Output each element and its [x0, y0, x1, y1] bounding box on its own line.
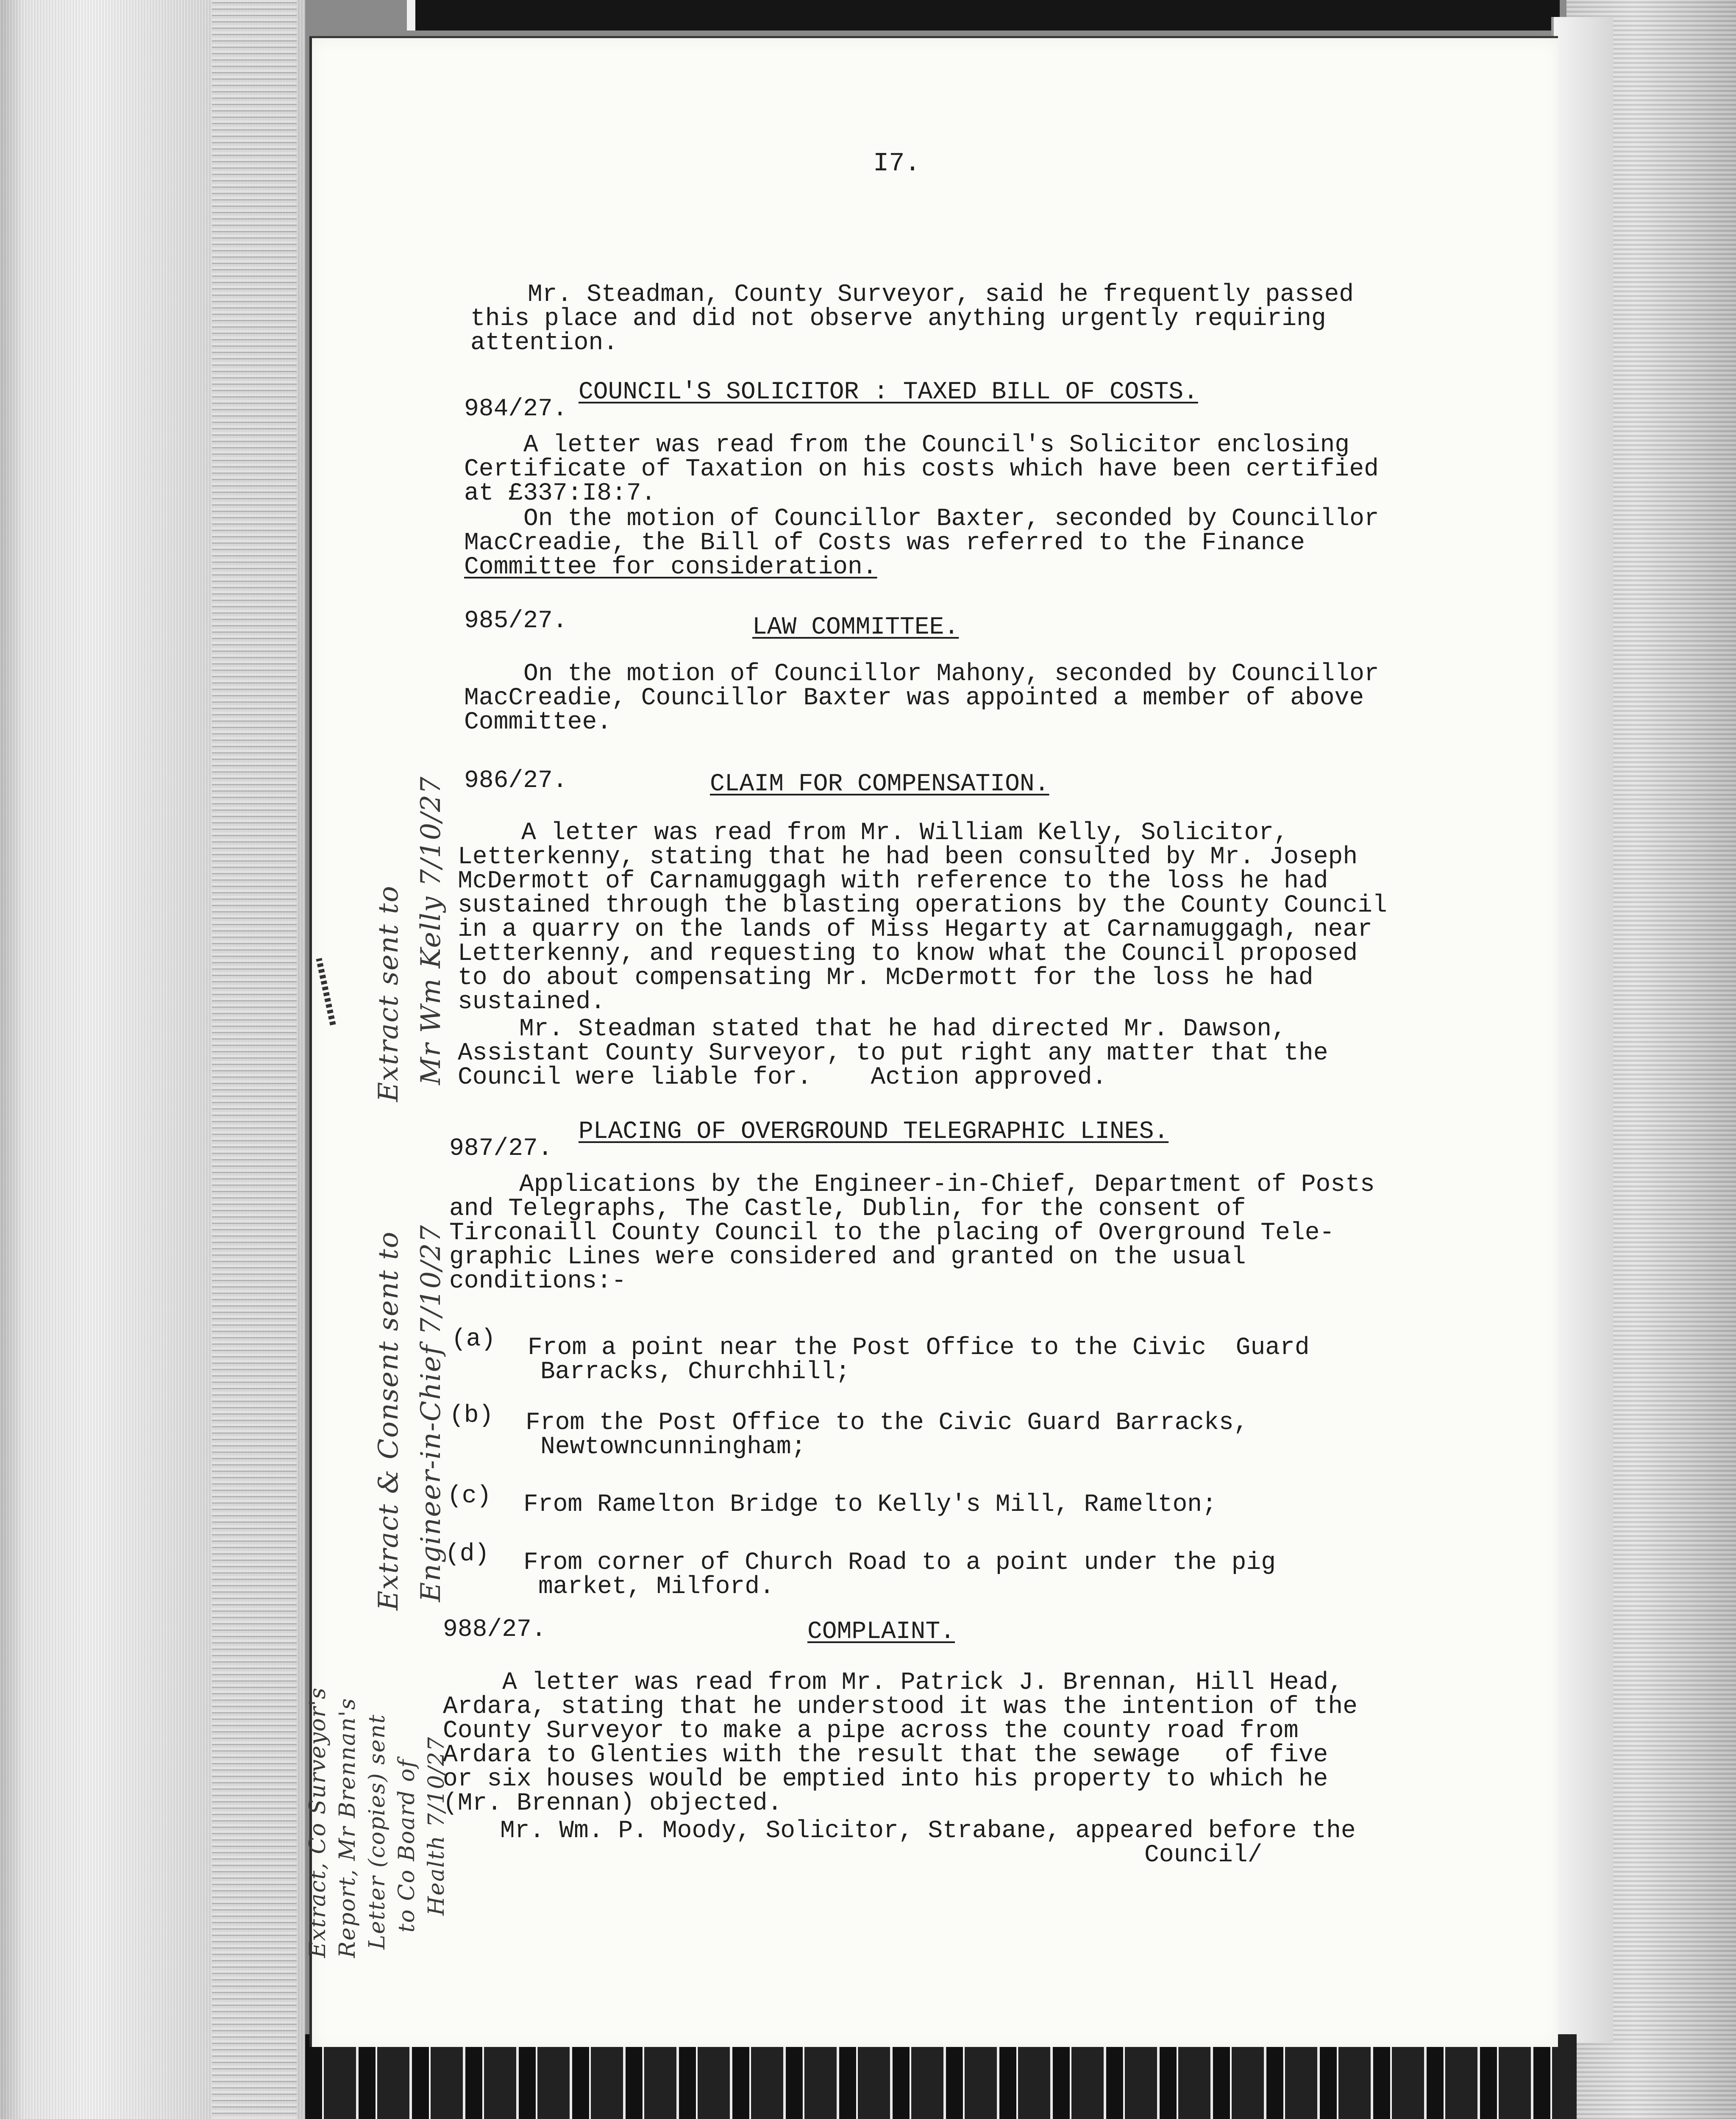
margin-note: Mr Wm Kelly 7/10/27 — [415, 776, 447, 1085]
section-title: PLACING OF OVERGROUND TELEGRAPHIC LINES. — [579, 1118, 1169, 1146]
text-line: conditions:- — [449, 1268, 626, 1295]
margin-note: Extract sent to — [373, 885, 404, 1102]
section-title: COMPLAINT. — [807, 1618, 955, 1646]
text-line: graphic Lines were considered and granted on the usual — [449, 1243, 1246, 1271]
text-line: On the motion of Councillor Baxter, seconded by Councillor — [523, 505, 1379, 533]
text-line: this place and did not observe anything urgently requiring — [470, 305, 1326, 333]
minute-number: 987/27. — [449, 1135, 553, 1162]
text-line: Ardara, stating that he understood it was the intention of the — [443, 1693, 1358, 1721]
item-label: (b) — [449, 1402, 494, 1429]
catchword: Council/ — [1144, 1841, 1263, 1869]
page-number: I7. — [873, 148, 921, 178]
scanner-top-border — [415, 0, 1560, 31]
text-line: On the motion of Councillor Mahony, seconded by Councillor — [523, 660, 1379, 688]
margin-note: Extract & Consent sent to — [373, 1231, 404, 1610]
margin-note: Engineer-in-Chief 7/10/27 — [415, 1224, 447, 1602]
text-line: attention. — [470, 329, 618, 357]
item-label: (c) — [447, 1482, 492, 1510]
text-line: Mr. Steadman, County Surveyor, said he frequently passed — [528, 281, 1354, 309]
scanner-left-edge — [212, 0, 297, 2119]
text-line: Certificate of Taxation on his costs which have been certified — [464, 456, 1379, 483]
text-line: County Surveyor to make a pipe across the county road from — [443, 1717, 1299, 1745]
margin-note: Extract, Co Surveyor's — [305, 1687, 331, 1958]
item-text: From the Post Office to the Civic Guard Barracks, — [526, 1409, 1249, 1437]
text-line: Council were liable for. Action approved. — [458, 1064, 1107, 1091]
text-line: Committee for consideration. — [464, 553, 877, 581]
text-line: A letter was read from Mr. William Kelly, Solicitor, — [521, 819, 1288, 847]
text-line: Applications by the Engineer-in-Chief, Department of Posts — [519, 1171, 1375, 1199]
text-line: Assistant County Surveyor, to put right any matter that the — [458, 1040, 1328, 1067]
text-line: in a quarry on the lands of Miss Hegarty at Carnamuggagh, near — [458, 916, 1372, 943]
text-line: MacCreadie, Councillor Baxter was appointed a member of above — [464, 684, 1364, 712]
text-line: Letterkenny, and requesting to know what the Council proposed — [458, 940, 1358, 968]
item-text: market, Milford. — [538, 1573, 774, 1601]
item-text: From corner of Church Road to a point under the pig — [523, 1549, 1276, 1577]
margin-note: Health 7/10/27 — [424, 1736, 449, 1916]
text-line: Committee. — [464, 709, 612, 736]
item-text: From Ramelton Bridge to Kelly's Mill, Ramelton; — [523, 1491, 1217, 1518]
text-line: sustained. — [458, 988, 606, 1016]
text-line: at £337:I8:7. — [464, 480, 656, 507]
text-line: sustained through the blasting operations by the County Council — [458, 892, 1387, 919]
minute-number: 986/27. — [464, 767, 568, 795]
scanner-bottom-border — [305, 2034, 1577, 2119]
item-label: (a) — [451, 1326, 496, 1353]
text-line: A letter was read from the Council's Solicitor enclosing — [523, 431, 1350, 459]
text-line: (Mr. Brennan) objected. — [443, 1790, 782, 1817]
text-line: Mr. Steadman stated that he had directed Mr. Dawson, — [519, 1015, 1286, 1043]
text-line: or six houses would be emptied into his property to which he — [443, 1766, 1328, 1793]
text-line: and Telegraphs, The Castle, Dublin, for the consent of — [449, 1195, 1246, 1223]
text-line: to do about compensating Mr. McDermott for the loss he had — [458, 964, 1313, 992]
minute-number: 988/27. — [443, 1616, 546, 1643]
section-title: LAW COMMITTEE. — [752, 614, 959, 641]
text-line: Mr. Wm. P. Moody, Solicitor, Strabane, appeared before the — [500, 1817, 1356, 1845]
section-title: COUNCIL'S SOLICITOR : TAXED BILL OF COSTS. — [579, 378, 1198, 406]
adjacent-page-edge — [1551, 17, 1613, 2043]
margin-note: to Co Board of — [394, 1758, 420, 1933]
item-text: Newtowncunningham; — [540, 1433, 806, 1461]
text-line: McDermott of Carnamuggagh with reference to the loss he had — [458, 868, 1328, 895]
item-label: (d) — [445, 1541, 490, 1568]
section-title: CLAIM FOR COMPENSATION. — [710, 770, 1049, 798]
margin-note: Report, Mr Brennan's — [335, 1697, 360, 1958]
margin-note: Letter (copies) sent — [364, 1713, 390, 1949]
text-line: A letter was read from Mr. Patrick J. Brennan, Hill Head, — [502, 1669, 1343, 1696]
item-text: Barracks, Churchhill; — [540, 1358, 850, 1386]
text-line: Ardara to Glenties with the result that the sewage of five — [443, 1741, 1328, 1769]
text-line: MacCreadie, the Bill of Costs was referred to the Finance — [464, 529, 1305, 557]
item-text: From a point near the Post Office to the Civic Guard — [528, 1334, 1310, 1362]
minute-number: 985/27. — [464, 607, 568, 635]
minute-number: 984/27. — [464, 395, 568, 423]
text-line: Tirconaill County Council to the placing of Overground Tele- — [449, 1219, 1335, 1247]
text-line: Letterkenny, stating that he had been consulted by Mr. Joseph — [458, 843, 1358, 871]
